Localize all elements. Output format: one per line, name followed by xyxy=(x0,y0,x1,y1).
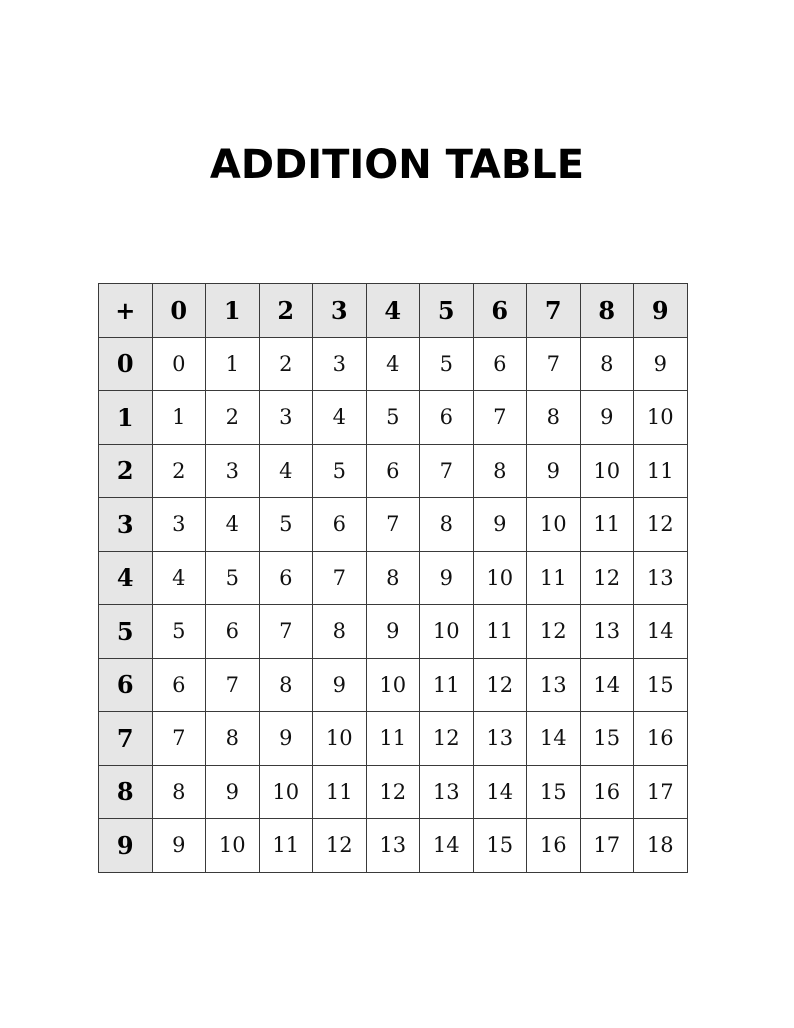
sum-cell: 9 xyxy=(634,337,688,391)
sum-cell: 14 xyxy=(634,605,688,659)
sum-cell: 3 xyxy=(206,444,260,498)
sum-cell: 14 xyxy=(580,658,634,712)
sum-cell: 8 xyxy=(527,391,581,445)
sum-cell: 13 xyxy=(580,605,634,659)
sum-cell: 7 xyxy=(259,605,313,659)
sum-cell: 11 xyxy=(580,498,634,552)
sum-cell: 12 xyxy=(580,551,634,605)
sum-cell: 14 xyxy=(420,819,474,873)
sum-cell: 10 xyxy=(527,498,581,552)
sum-cell: 11 xyxy=(527,551,581,605)
table-row xyxy=(99,551,688,605)
sum-cell: 15 xyxy=(580,712,634,766)
sum-cell: 11 xyxy=(634,444,688,498)
sum-cell: 7 xyxy=(366,498,420,552)
column-header-cell: 8 xyxy=(580,284,634,338)
sum-cell: 8 xyxy=(152,765,206,819)
column-header-cell: 2 xyxy=(259,284,313,338)
sum-cell: 6 xyxy=(313,498,367,552)
sum-cell: 12 xyxy=(366,765,420,819)
sum-cell: 5 xyxy=(152,605,206,659)
sum-cell: 13 xyxy=(473,712,527,766)
sum-cell: 7 xyxy=(152,712,206,766)
sum-cell: 11 xyxy=(473,605,527,659)
sum-cell: 9 xyxy=(259,712,313,766)
sum-cell: 9 xyxy=(366,605,420,659)
sum-cell: 11 xyxy=(259,819,313,873)
sum-cell: 1 xyxy=(206,337,260,391)
sum-cell: 9 xyxy=(473,498,527,552)
sum-cell: 17 xyxy=(634,765,688,819)
row-header-cell: 5 xyxy=(99,605,153,659)
sum-cell: 4 xyxy=(313,391,367,445)
sum-cell: 11 xyxy=(420,658,474,712)
sum-cell: 3 xyxy=(259,391,313,445)
row-header-cell: 1 xyxy=(99,391,153,445)
sum-cell: 10 xyxy=(634,391,688,445)
plus-sign-corner-cell: + xyxy=(99,284,153,338)
sum-cell: 13 xyxy=(420,765,474,819)
sum-cell: 6 xyxy=(473,337,527,391)
sum-cell: 10 xyxy=(473,551,527,605)
sum-cell: 9 xyxy=(206,765,260,819)
sum-cell: 15 xyxy=(634,658,688,712)
sum-cell: 11 xyxy=(313,765,367,819)
sum-cell: 1 xyxy=(152,391,206,445)
sum-cell: 7 xyxy=(206,658,260,712)
sum-cell: 4 xyxy=(206,498,260,552)
sum-cell: 8 xyxy=(473,444,527,498)
table-row xyxy=(99,337,688,391)
sum-cell: 8 xyxy=(313,605,367,659)
row-header-cell: 2 xyxy=(99,444,153,498)
sum-cell: 2 xyxy=(206,391,260,445)
sum-cell: 2 xyxy=(152,444,206,498)
sum-cell: 6 xyxy=(259,551,313,605)
sum-cell: 9 xyxy=(152,819,206,873)
addition-table xyxy=(98,283,688,873)
sum-cell: 16 xyxy=(527,819,581,873)
row-header-cell: 9 xyxy=(99,819,153,873)
sum-cell: 5 xyxy=(420,337,474,391)
sum-cell: 10 xyxy=(259,765,313,819)
row-header-cell: 4 xyxy=(99,551,153,605)
sum-cell: 12 xyxy=(473,658,527,712)
table-row xyxy=(99,498,688,552)
table-body xyxy=(99,284,688,873)
column-header-cell: 5 xyxy=(420,284,474,338)
sum-cell: 14 xyxy=(473,765,527,819)
sum-cell: 18 xyxy=(634,819,688,873)
sum-cell: 12 xyxy=(527,605,581,659)
sum-cell: 6 xyxy=(366,444,420,498)
sum-cell: 10 xyxy=(366,658,420,712)
row-header-cell: 0 xyxy=(99,337,153,391)
sum-cell: 15 xyxy=(473,819,527,873)
sum-cell: 6 xyxy=(152,658,206,712)
sum-cell: 5 xyxy=(366,391,420,445)
table-row xyxy=(99,712,688,766)
sum-cell: 9 xyxy=(580,391,634,445)
sum-cell: 8 xyxy=(366,551,420,605)
sum-cell: 6 xyxy=(206,605,260,659)
table-row xyxy=(99,765,688,819)
table-row xyxy=(99,605,688,659)
sum-cell: 13 xyxy=(366,819,420,873)
sum-cell: 0 xyxy=(152,337,206,391)
table-row xyxy=(99,391,688,445)
sum-cell: 8 xyxy=(580,337,634,391)
sum-cell: 7 xyxy=(527,337,581,391)
sum-cell: 7 xyxy=(420,444,474,498)
row-header-cell: 7 xyxy=(99,712,153,766)
sum-cell: 10 xyxy=(580,444,634,498)
sum-cell: 3 xyxy=(313,337,367,391)
sum-cell: 12 xyxy=(634,498,688,552)
sum-cell: 8 xyxy=(259,658,313,712)
sum-cell: 13 xyxy=(634,551,688,605)
column-header-cell: 3 xyxy=(313,284,367,338)
column-header-cell: 6 xyxy=(473,284,527,338)
sum-cell: 16 xyxy=(634,712,688,766)
sum-cell: 16 xyxy=(580,765,634,819)
sum-cell: 10 xyxy=(313,712,367,766)
header-row xyxy=(99,284,688,338)
sum-cell: 3 xyxy=(152,498,206,552)
column-header-cell: 4 xyxy=(366,284,420,338)
table-row xyxy=(99,819,688,873)
sum-cell: 2 xyxy=(259,337,313,391)
sum-cell: 13 xyxy=(527,658,581,712)
sum-cell: 7 xyxy=(313,551,367,605)
column-header-cell: 1 xyxy=(206,284,260,338)
sum-cell: 10 xyxy=(420,605,474,659)
sum-cell: 4 xyxy=(366,337,420,391)
sum-cell: 5 xyxy=(313,444,367,498)
column-header-cell: 9 xyxy=(634,284,688,338)
row-header-cell: 3 xyxy=(99,498,153,552)
page-title: ADDITION TABLE xyxy=(209,142,585,188)
table-row xyxy=(99,658,688,712)
sum-cell: 12 xyxy=(420,712,474,766)
sum-cell: 5 xyxy=(206,551,260,605)
sum-cell: 7 xyxy=(473,391,527,445)
sum-cell: 9 xyxy=(527,444,581,498)
table-row xyxy=(99,444,688,498)
sum-cell: 14 xyxy=(527,712,581,766)
sum-cell: 9 xyxy=(420,551,474,605)
sum-cell: 8 xyxy=(420,498,474,552)
sum-cell: 11 xyxy=(366,712,420,766)
sum-cell: 17 xyxy=(580,819,634,873)
sum-cell: 4 xyxy=(259,444,313,498)
sum-cell: 6 xyxy=(420,391,474,445)
sum-cell: 4 xyxy=(152,551,206,605)
sum-cell: 9 xyxy=(313,658,367,712)
column-header-cell: 7 xyxy=(527,284,581,338)
sum-cell: 15 xyxy=(527,765,581,819)
sum-cell: 8 xyxy=(206,712,260,766)
row-header-cell: 6 xyxy=(99,658,153,712)
sum-cell: 10 xyxy=(206,819,260,873)
column-header-cell: 0 xyxy=(152,284,206,338)
sum-cell: 5 xyxy=(259,498,313,552)
row-header-cell: 8 xyxy=(99,765,153,819)
sum-cell: 12 xyxy=(313,819,367,873)
